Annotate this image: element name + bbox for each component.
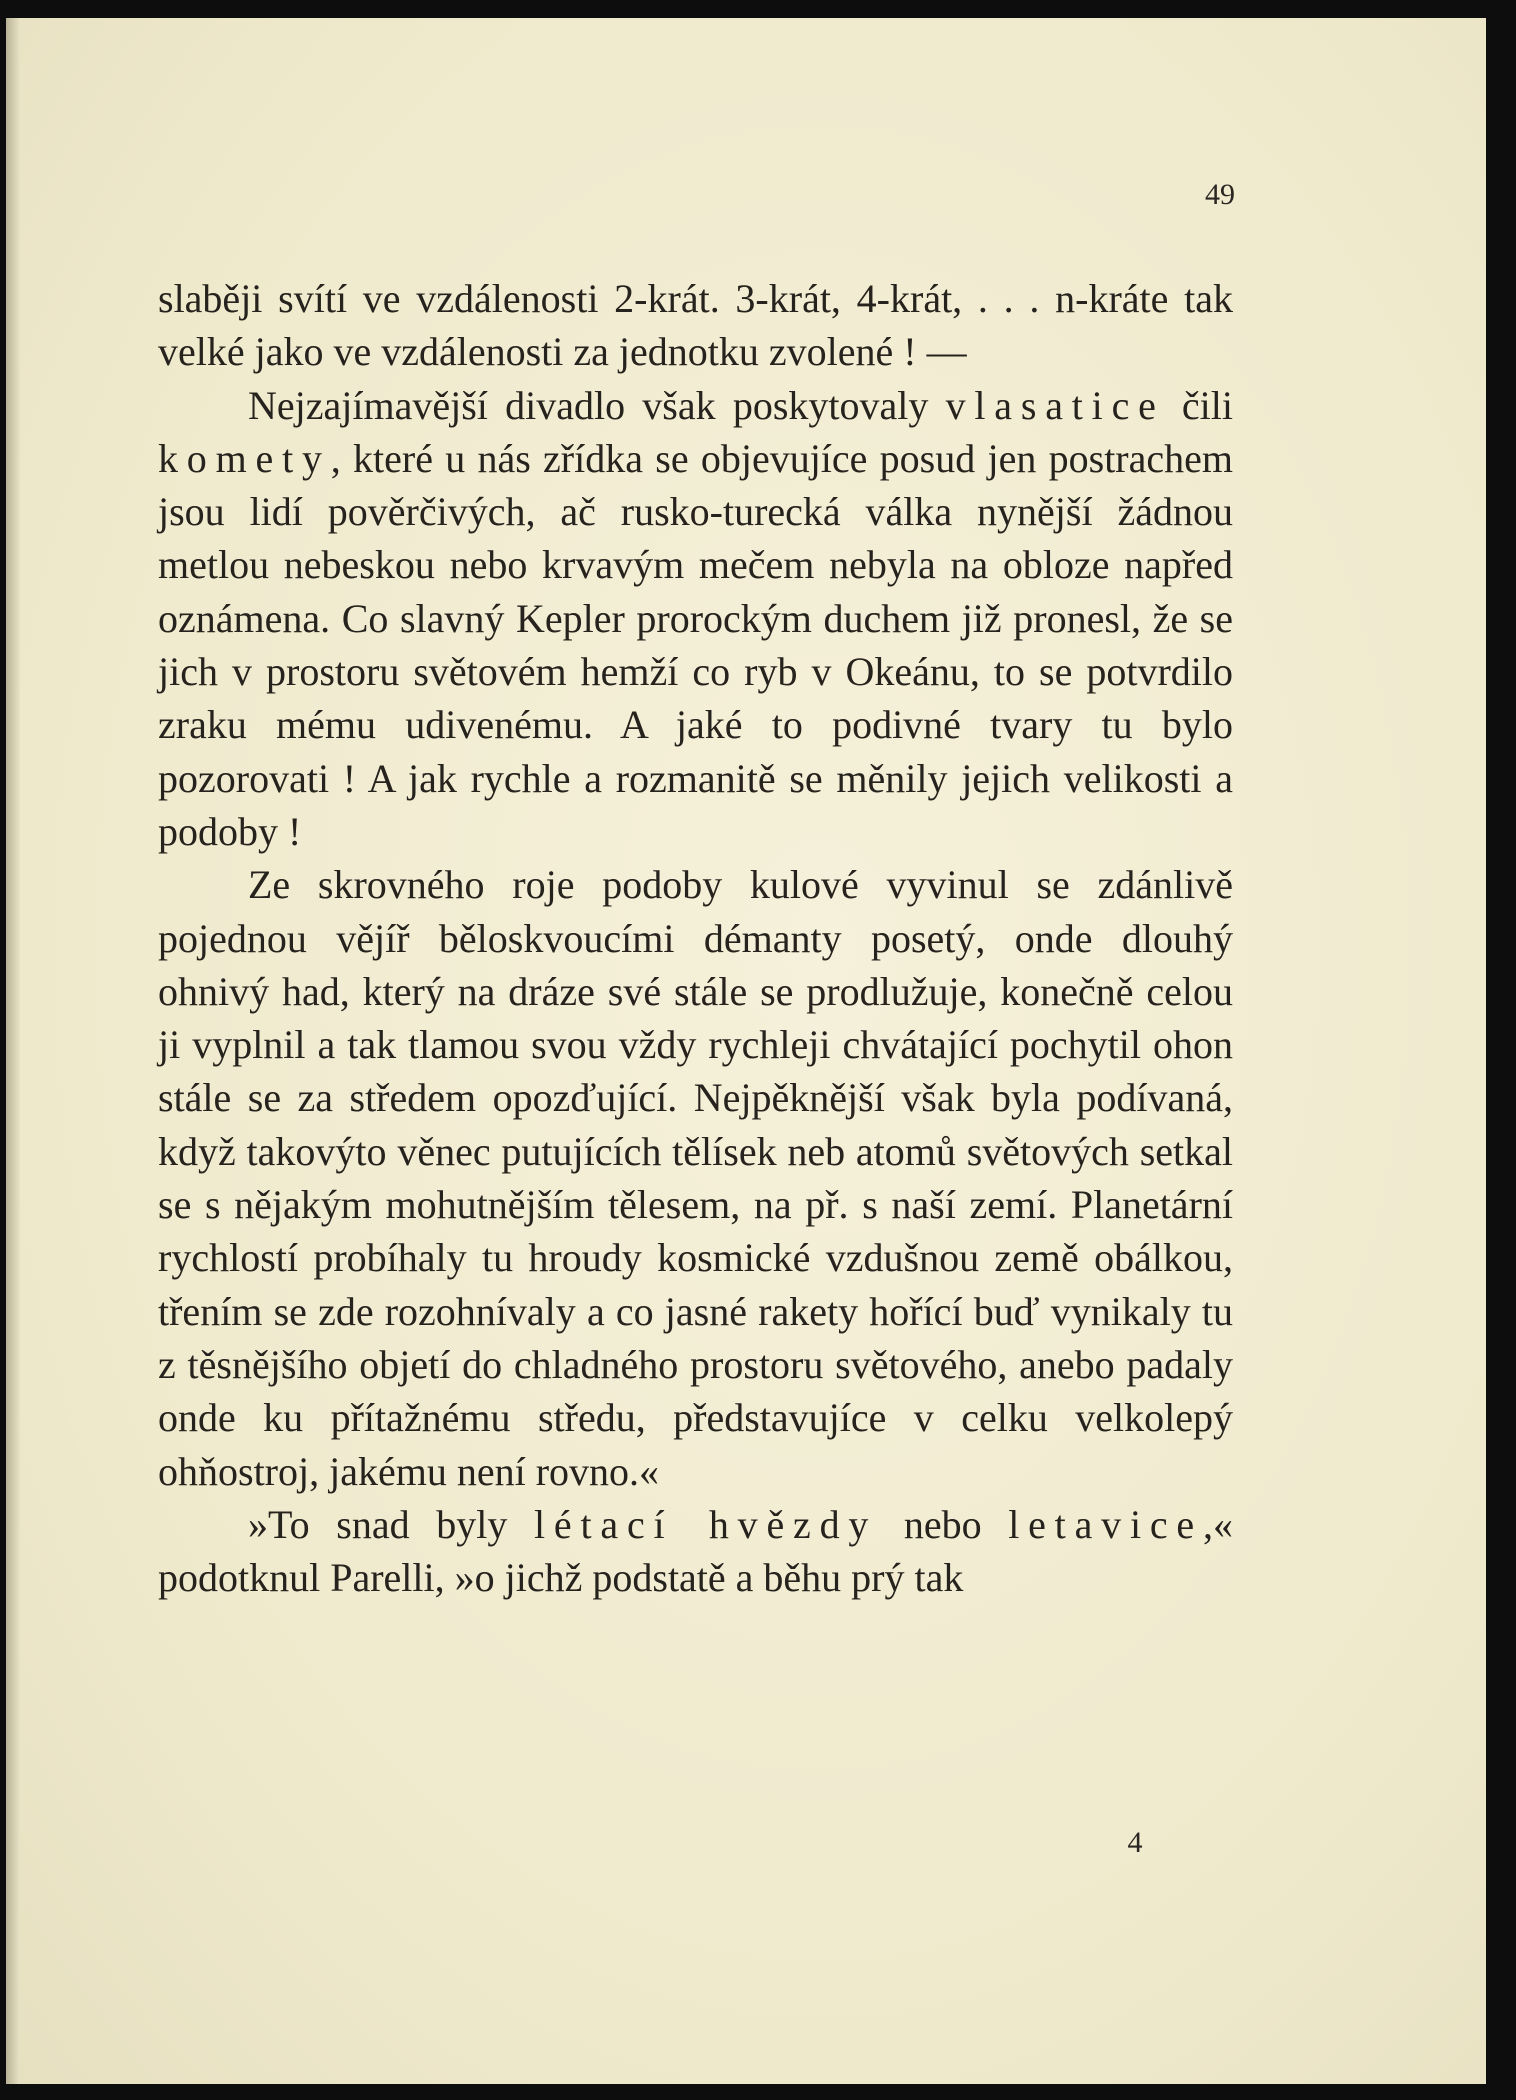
text-segment: nebo xyxy=(877,1501,1009,1547)
page-number: 49 xyxy=(1205,178,1235,211)
spaced-emphasis: vlasatice xyxy=(945,382,1165,428)
text-segment: »To snad byly xyxy=(248,1501,535,1547)
paragraph-1 xyxy=(158,272,1233,379)
text-segment: slaběji svítí ve vzdálenosti 2-krát. 3-krát, 4-krát, . . . n-kráte tak velké jako ve vzdálenosti za jednotku zvolené ! — xyxy=(158,276,1233,375)
text-segment: ,« podotknul Parelli, »o jichž podstatě a běhu prý tak xyxy=(158,1501,1233,1601)
paragraph-3 xyxy=(158,858,1233,1498)
spaced-emphasis: létací hvězdy xyxy=(534,1501,878,1547)
text-segment: Ze skrovného roje podoby kulové vyvinul se zdánlivě pojednou vějíř běloskvoucími démanty posetý, onde dlouhý ohnivý had, který na dráze své stále se prodlužuje, konečně celou ji vyplnil a tak tlamou svou vždy rychleji chvátající pochytil ohon stále se za středem opozďující. Nejpěknější však byla podívaná, když takovýto věnec putujících tělísek neb atomů světových setkal se s nějakým mohutnějším tělesem, na př. s naší zemí. Planetární rychlostí probíhaly tu hroudy kosmické vzdušnou země obálkou, třením se zde rozohnívaly a co jasné rakety hořící buď vynikaly tu z těsnějšího objetí do chladného prostoru světového, anebo padaly onde ku přítažnému středu, představujíce v celku velkolepý ohňostroj, jakému není rovno.« xyxy=(158,862,1233,1494)
signature-mark: 4 xyxy=(1127,1826,1143,1859)
paragraph-2 xyxy=(158,379,1233,859)
page-spine-edge xyxy=(6,18,20,2084)
body-text xyxy=(158,272,1233,1604)
spaced-emphasis: komety xyxy=(158,435,331,481)
text-segment: čili xyxy=(1164,382,1234,428)
paragraph-4 xyxy=(158,1498,1233,1605)
text-segment: , které u nás zřídka se objevujíce posud jen postrachem jsou lidí pověrčivých, ač rusko-turecká válka nynější žádnou metlou nebeskou nebo krvavým mečem nebyla na obloze napřed oznámena. Co slavný Kepler prorockým duchem již pronesl, že se jich v prostoru světovém hemží co ryb v Okeánu, to se potvrdilo zraku mému udivenému. A jaké to podivné tvary tu bylo pozorovati ! A jak rychle a rozmanitě se měnily jejich velikosti a podoby ! xyxy=(158,435,1233,854)
spaced-emphasis: letavice xyxy=(1008,1501,1203,1547)
text-segment: Nejzajímavější divadlo však poskytovaly xyxy=(248,382,946,428)
